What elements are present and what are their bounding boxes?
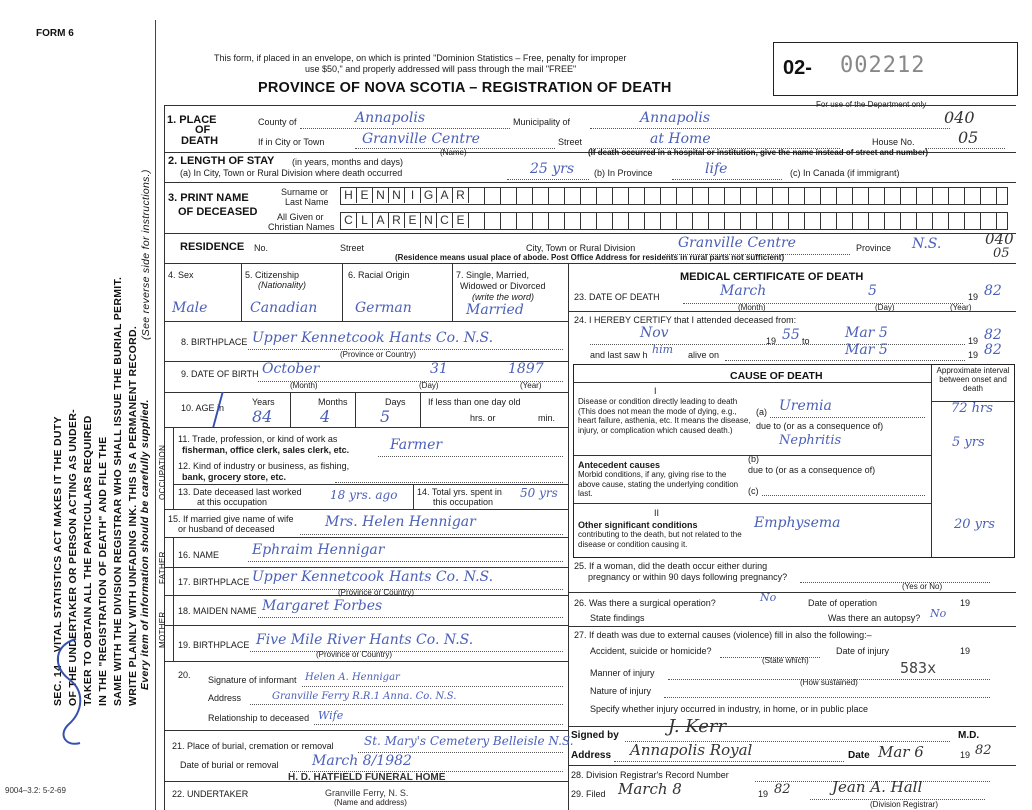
signed-year-prefix: 19: [960, 750, 971, 760]
accident-label: Accident, suicide or homicide?: [590, 646, 712, 656]
fill-line: [770, 417, 925, 418]
christian-label: Christian Names: [268, 222, 335, 232]
length-province-value: life: [705, 161, 728, 177]
operation-year-prefix: 19: [960, 598, 971, 608]
name-caption: (Name): [440, 148, 467, 157]
fill-line: [302, 686, 563, 687]
surgical-value: No: [760, 591, 777, 604]
informant-address-label: Address: [208, 693, 242, 703]
death-month-value: March: [720, 283, 767, 299]
q28-label: 28. Division Registrar's Record Number: [571, 770, 729, 780]
rule: [568, 626, 1016, 627]
death-year-value: 82: [984, 283, 1002, 299]
autopsy-label: Was there an autopsy?: [828, 613, 921, 623]
md-label: M.D.: [958, 730, 980, 741]
stamp-number: 583x: [900, 659, 937, 677]
surname-label: Surname or: [281, 187, 329, 197]
residence-note: (Residence means usual place of abode. Post Office Address for residents in rural parts not sufficient): [395, 253, 785, 262]
last-name-label: Last Name: [285, 197, 329, 207]
surname-empty-boxes: [469, 188, 1007, 204]
marital-label: 7. Single, Married,: [456, 270, 530, 280]
father-name-label: 16. NAME: [178, 550, 220, 560]
date-injury-label: Date of injury: [836, 646, 890, 656]
industry-label-1: 12. Kind of industry or business, as fishing,: [178, 461, 350, 471]
sidebar-line-4: IN THE "REGISTRATION OF DEATH" AND FILE THE: [97, 436, 109, 706]
q26-label: 26. Was there a surgical operation?: [574, 598, 716, 608]
rule: [241, 263, 242, 321]
age-years-value: 84: [252, 407, 273, 426]
marital-value: Married: [466, 302, 524, 318]
years-label: Years: [252, 397, 275, 407]
burial-date-label: Date of burial or removal: [180, 760, 279, 770]
rule: [413, 484, 414, 509]
fill-line: [258, 617, 563, 618]
rule: [568, 311, 1016, 312]
rule: [342, 263, 343, 321]
rule: [173, 427, 174, 509]
sidebar-line-5: SAME WITH THE DIVISION REGISTRAR WHO SHALL ISSUE THE BURIAL PERMIT.: [112, 276, 124, 706]
other-condition-value: Emphysema: [754, 515, 841, 531]
rule: [164, 537, 568, 538]
antecedent-title: Antecedent causes: [578, 460, 661, 470]
cause-a-value: Uremia: [779, 398, 832, 414]
given-letter-box: E: [453, 213, 469, 228]
sidebar-line-6: WRITE PLAINLY WITH UNFADING INK. THIS IS A PERMANENT RECORD.: [127, 325, 139, 706]
widowed-label: Widowed or Divorced: [460, 281, 546, 291]
other-condition-interval: 20 yrs: [954, 517, 995, 532]
rule: [164, 567, 568, 568]
less-than-day-label: If less than one day old: [428, 397, 521, 407]
burial-date-value: March 8/1982: [312, 753, 412, 769]
q29-label: 29. Filed: [571, 789, 606, 799]
dob-year-value: 1897: [508, 361, 544, 377]
length-city-value: 25 yrs: [530, 161, 575, 177]
rule: [164, 661, 568, 662]
death-day-value: 5: [868, 283, 877, 299]
rule: [164, 105, 1016, 106]
last-worked-label-2: at this occupation: [197, 497, 268, 507]
signature-informant-label: Signature of informant: [208, 675, 297, 685]
filed-year-value: 82: [774, 782, 791, 797]
rule: [452, 263, 453, 321]
given-letter-box: A: [373, 213, 389, 228]
q27-label: 27. If death was due to external causes (violence) fill in also the following:–: [574, 630, 872, 640]
rule: [574, 382, 931, 383]
fill-line: [335, 482, 563, 483]
municipality-label: Municipality of: [513, 117, 571, 127]
date-operation-label: Date of operation: [808, 598, 878, 608]
rule: [355, 392, 356, 427]
given-letter-box: E: [405, 213, 421, 228]
length-of-stay-label: 2. LENGTH OF STAY: [168, 155, 275, 167]
attended-from-year-prefix: 19: [766, 336, 777, 346]
frame-left-border: [155, 20, 156, 810]
fill-line: [378, 456, 563, 457]
residence-city-label: City, Town or Rural Division: [526, 243, 636, 253]
last-worked-value: 18 yrs. ago: [330, 488, 398, 502]
fill-line: [664, 697, 990, 698]
fill-line: [590, 344, 965, 345]
maiden-name-label: 18. MAIDEN NAME: [178, 606, 257, 616]
undertaker-label: 22. UNDERTAKER: [172, 789, 249, 799]
given-letter-box: R: [389, 213, 405, 228]
surname-letter-box: N: [373, 188, 389, 203]
cause-b-letter: (b): [748, 454, 759, 464]
informant-address-value: Granville Ferry R.R.1 Anna. Co. N.S.: [272, 691, 457, 702]
city-label: If in City or Town: [258, 137, 325, 147]
write-word-label: (write the word): [472, 292, 535, 302]
occupation-side-label: OCCUPATION: [158, 444, 167, 500]
day-caption: (Day): [875, 303, 895, 312]
fill-line: [925, 148, 1005, 149]
autopsy-value: No: [930, 607, 947, 620]
surname-letter-box: N: [389, 188, 405, 203]
city-value: Granville Centre: [362, 131, 480, 147]
nationality-label: (Nationality): [258, 280, 307, 290]
interval-header: Approximate interval between onset and death: [936, 366, 1010, 393]
last-saw-label: and last saw h: [590, 350, 648, 360]
rule: [574, 503, 931, 504]
roman-two: II: [654, 508, 660, 518]
residence-province-value: N.S.: [912, 236, 942, 252]
signed-date-label: Date: [848, 750, 870, 761]
relationship-label: Relationship to deceased: [208, 713, 310, 723]
place-of-label: OF: [195, 124, 211, 136]
roman-one: I: [654, 386, 657, 396]
residence-province-label: Province: [856, 243, 892, 253]
surname-letter-box: G: [421, 188, 437, 203]
rule: [164, 263, 1016, 264]
county-label: County of: [258, 117, 297, 127]
division-registrar-caption: (Division Registrar): [870, 800, 939, 809]
place-label: 1. PLACE: [167, 114, 217, 126]
municipality-value: Annapolis: [640, 110, 711, 126]
filed-year-prefix: 19: [758, 789, 769, 799]
house-no-label: House No.: [872, 137, 915, 147]
rule: [568, 592, 1016, 593]
racial-origin-label: 6. Racial Origin: [348, 270, 410, 280]
fill-line: [300, 128, 510, 129]
hrs-or-label: hrs. or: [470, 413, 496, 423]
last-worked-label-1: 13. Date deceased last worked: [178, 487, 302, 497]
fill-line: [800, 582, 990, 583]
footer-code: 9004–3.2: 5-2-69: [5, 786, 66, 795]
handwritten-mark: [42, 625, 92, 755]
q25-label-1: 25. If a woman, did the death occur either during: [574, 561, 768, 571]
sidebar-line-8: (See reverse side for instructions.): [140, 169, 152, 340]
informant-signature: Helen A. Hennigar: [305, 672, 400, 683]
surname-letter-box: E: [357, 188, 373, 203]
birthplace-label: 8. BIRTHPLACE: [181, 337, 248, 347]
registrar-signature: Jean A. Hall: [832, 778, 923, 796]
due-to-label: due to (or as a consequence of): [756, 421, 884, 431]
given-name-grid: [340, 212, 1008, 230]
alive-on-value: Mar 5: [845, 342, 888, 358]
surname-letter-box: R: [453, 188, 469, 203]
residence-no-label: No.: [254, 243, 269, 253]
cause-c-letter: (c): [748, 486, 759, 496]
cause-of-death-title: CAUSE OF DEATH: [730, 370, 823, 382]
filed-date-value: March 8: [618, 780, 682, 798]
street-value: at Home: [650, 131, 711, 147]
month-caption: (Month): [290, 381, 318, 390]
mother-birthplace-label: 19. BIRTHPLACE: [178, 640, 250, 650]
min-label: min.: [538, 413, 556, 423]
fill-line: [683, 303, 963, 304]
rule: [173, 537, 174, 661]
department-code-top: 040: [944, 108, 975, 127]
fill-line: [590, 128, 950, 129]
cause-b-interval: 5 yrs: [952, 435, 985, 450]
rule: [173, 484, 568, 485]
last-saw-pronoun: him: [652, 343, 674, 356]
cause-a-interval: 72 hrs: [951, 401, 993, 416]
mother-side-label: MOTHER: [158, 611, 167, 648]
alive-on-label: alive on: [688, 350, 720, 360]
prov-country-caption: (Province or Country): [338, 588, 415, 597]
racial-value: German: [355, 300, 412, 316]
nature-label: Nature of injury: [590, 686, 652, 696]
alive-year-prefix: 19: [968, 350, 979, 360]
alive-on-year: 82: [984, 342, 1002, 358]
total-yrs-value: 50 yrs: [520, 486, 558, 500]
rule: [931, 365, 932, 557]
specify-label: Specify whether injury occurred in industry, in home, or in public place: [590, 704, 868, 714]
age-label: 10. AGE in: [181, 403, 225, 413]
father-side-label: FATHER: [158, 551, 167, 584]
father-birthplace-value: Upper Kennetcook Hants Co. N.S.: [252, 569, 494, 585]
fill-line: [762, 495, 925, 496]
injury-year-prefix: 19: [960, 646, 971, 656]
trade-value: Farmer: [390, 437, 443, 453]
cause-of-death-box: [573, 364, 1015, 558]
other-conditions-explanation: contributing to the death, but not related to the disease or condition causing it.: [578, 530, 742, 549]
residence-code-1: 040: [985, 230, 1014, 248]
column-divider: [568, 263, 569, 810]
attended-to-value: Mar 5: [845, 325, 888, 341]
month-caption: (Month): [738, 303, 766, 312]
rule: [568, 765, 1016, 766]
sex-value: Male: [172, 300, 208, 316]
other-conditions-title: Other significant conditions: [578, 520, 698, 530]
residence-code-2: 05: [993, 246, 1010, 261]
registration-number-box: [773, 42, 1018, 96]
fill-line: [614, 761, 844, 762]
q25-label-2: pregnancy or within 90 days following pregnancy?: [588, 572, 788, 582]
signed-by-label: Signed by: [571, 730, 619, 741]
given-letter-box: C: [437, 213, 453, 228]
undertaker-name-value: H. D. HATFIELD FUNERAL HOME: [288, 772, 446, 783]
burial-place-value: St. Mary's Cemetery Belleisle N.S.: [364, 734, 574, 748]
fill-line: [672, 179, 782, 180]
rule: [290, 392, 291, 427]
sidebar-line-7: Every item of information should be carefully supplied.: [139, 399, 151, 690]
father-birthplace-label: 17. BIRTHPLACE: [178, 577, 250, 587]
fill-line: [300, 534, 563, 535]
signed-address-label: Address: [571, 750, 612, 761]
fill-line: [507, 179, 589, 180]
signed-year-value: 82: [975, 743, 992, 758]
name-address-caption: (Name and address): [334, 798, 407, 807]
rule: [164, 730, 568, 731]
mail-notice-line1: This form, if placed in an envelope, on which is printed "Dominion Statistics – Free, penalty for improper: [214, 53, 627, 63]
street-label: Street: [558, 137, 583, 147]
prov-country-caption: (Province or Country): [316, 650, 393, 659]
hospital-note: (If death occurred in a hospital or institution, give the name instead of street and number): [588, 148, 929, 157]
birthplace-value: Upper Kennetcook Hants Co. N.S.: [252, 330, 494, 346]
state-which-caption: (State which): [762, 656, 809, 665]
rule: [164, 182, 1016, 183]
fill-line: [250, 651, 563, 652]
months-label: Months: [318, 397, 348, 407]
how-sustained-caption: (How sustained): [800, 678, 858, 687]
house-no-value: 05: [958, 128, 979, 147]
undertaker-address-value: Granville Ferry, N. S.: [325, 788, 409, 798]
fill-line: [725, 360, 965, 361]
attended-to-year: 82: [984, 327, 1002, 343]
rule: [420, 392, 421, 427]
surname-letter-box: I: [405, 188, 421, 203]
given-empty-boxes: [469, 213, 1007, 229]
attended-from-year: 55: [782, 327, 800, 343]
age-months-value: 4: [320, 407, 331, 426]
medical-certificate-title: MEDICAL CERTIFICATE OF DEATH: [680, 271, 864, 283]
citizenship-label: 5. Citizenship: [245, 270, 300, 280]
wife-value: Mrs. Helen Hennigar: [325, 514, 476, 530]
antecedent-explanation: Morbid conditions, if any, giving rise to the above cause, stating the underlying condition last.: [578, 470, 739, 498]
rule: [164, 392, 568, 393]
citizenship-value: Canadian: [250, 300, 318, 316]
state-findings-label: State findings: [590, 613, 645, 623]
in-canada-label: (c) In Canada (if immigrant): [790, 168, 900, 178]
in-province-label: (b) In Province: [594, 168, 653, 178]
given-letter-box: N: [421, 213, 437, 228]
in-city-label: (a) In City, Town or Rural Division where death occurred: [180, 168, 403, 178]
page-title: PROVINCE OF NOVA SCOTIA – REGISTRATION OF DEATH: [258, 80, 672, 96]
fill-line: [250, 704, 563, 705]
rule: [164, 427, 568, 428]
sidebar-line-1: SEC. 14 – VITAL STATISTICS ACT MAKES IT THE DUTY: [52, 416, 64, 706]
sidebar-line-2: OF THE UNDERTAKER OR PERSON ACTING AS UNDER-: [67, 409, 79, 706]
trade-label-1: 11. Trade, profession, or kind of work as: [178, 434, 338, 444]
dob-day-value: 31: [430, 361, 448, 377]
rule: [164, 625, 568, 626]
residence-label: RESIDENCE: [180, 241, 245, 253]
due-to-label-2: due to (or as a consequence of): [748, 465, 876, 475]
print-name-label: 3. PRINT NAME: [168, 192, 249, 204]
informant-number: 20.: [178, 670, 191, 680]
given-letter-box: L: [357, 213, 373, 228]
rule: [164, 321, 568, 322]
dob-month-value: October: [262, 361, 320, 377]
year-caption: (Year): [950, 303, 972, 312]
length-note: (in years, months and days): [292, 157, 404, 167]
yes-no-caption: (Yes or No): [902, 582, 943, 591]
registration-prefix: 02-: [783, 57, 812, 79]
sex-label: 4. Sex: [168, 270, 194, 280]
manner-label: Manner of injury: [590, 668, 655, 678]
mother-maiden-value: Margaret Forbes: [262, 598, 383, 614]
burial-label: 21. Place of burial, cremation or removal: [172, 741, 334, 751]
prov-country-caption: (Province or Country): [340, 350, 417, 359]
attended-from-value: Nov: [640, 325, 669, 341]
rule: [568, 726, 1016, 727]
fill-line: [248, 561, 563, 562]
total-yrs-label-1: 14. Total yrs. spent in: [417, 487, 502, 497]
place-death-label: DEATH: [181, 135, 219, 147]
fill-line: [314, 724, 563, 725]
county-value: Annapolis: [355, 110, 426, 126]
wife-label-2: or husband of deceased: [178, 524, 275, 534]
dob-label: 9. DATE OF BIRTH: [181, 369, 259, 379]
relationship-value: Wife: [318, 709, 344, 722]
certify-label: 24. I HEREBY CERTIFY that I attended deceased from:: [574, 315, 797, 325]
rule: [164, 233, 1016, 234]
of-deceased-label: OF DECEASED: [178, 206, 258, 218]
industry-label-2: bank, grocery store, etc.: [182, 472, 287, 482]
death-year-prefix: 19: [968, 292, 979, 302]
mother-birthplace-value: Five Mile River Hants Co. N.S.: [256, 632, 474, 648]
residence-city-value: Granville Centre: [678, 235, 796, 251]
given-label: All Given or: [277, 212, 324, 222]
sidebar-line-3: TAKER TO OBTAIN ALL THE PARTICULARS REQUIRED: [82, 415, 94, 706]
days-label: Days: [385, 397, 406, 407]
surname-letter-box: H: [341, 188, 357, 203]
physician-signature: J. Kerr: [668, 716, 727, 737]
attended-to-year-prefix: 19: [968, 336, 979, 346]
cause-a-letter: (a): [756, 407, 767, 417]
form-number: FORM 6: [36, 28, 74, 39]
year-caption: (Year): [520, 381, 542, 390]
signed-address-value: Annapolis Royal: [630, 741, 753, 759]
father-name-value: Ephraim Hennigar: [252, 542, 385, 558]
registration-number: 002212: [840, 53, 926, 78]
wife-label-1: 15. If married give name of wife: [168, 514, 294, 524]
signed-date-value: Mar 6: [878, 743, 924, 761]
disease-explanation: Disease or condition directly leading to death (This does not mean the mode of dying, e.g., heart failure, asthenia, etc. It means the disease, injury, or complication which caused death.): [578, 397, 751, 435]
day-caption: (Day): [419, 381, 439, 390]
age-days-value: 5: [380, 407, 391, 426]
surname-grid: [340, 187, 1008, 205]
to-label: to: [802, 336, 810, 346]
mail-notice-line2: use $50," and properly addressed will pass through the mail "FREE": [305, 64, 577, 74]
cause-b-value: Nephritis: [779, 433, 842, 448]
trade-label-2: fisherman, office clerk, sales clerk, etc.: [182, 445, 350, 455]
date-of-death-label: 23. DATE OF DEATH: [574, 292, 660, 302]
total-yrs-label-2: this occupation: [433, 497, 494, 507]
rule: [164, 509, 568, 510]
surname-letter-box: A: [437, 188, 453, 203]
given-letter-box: C: [341, 213, 357, 228]
department-use-label: For use of the Department only: [816, 100, 927, 109]
residence-street-label: Street: [340, 243, 365, 253]
